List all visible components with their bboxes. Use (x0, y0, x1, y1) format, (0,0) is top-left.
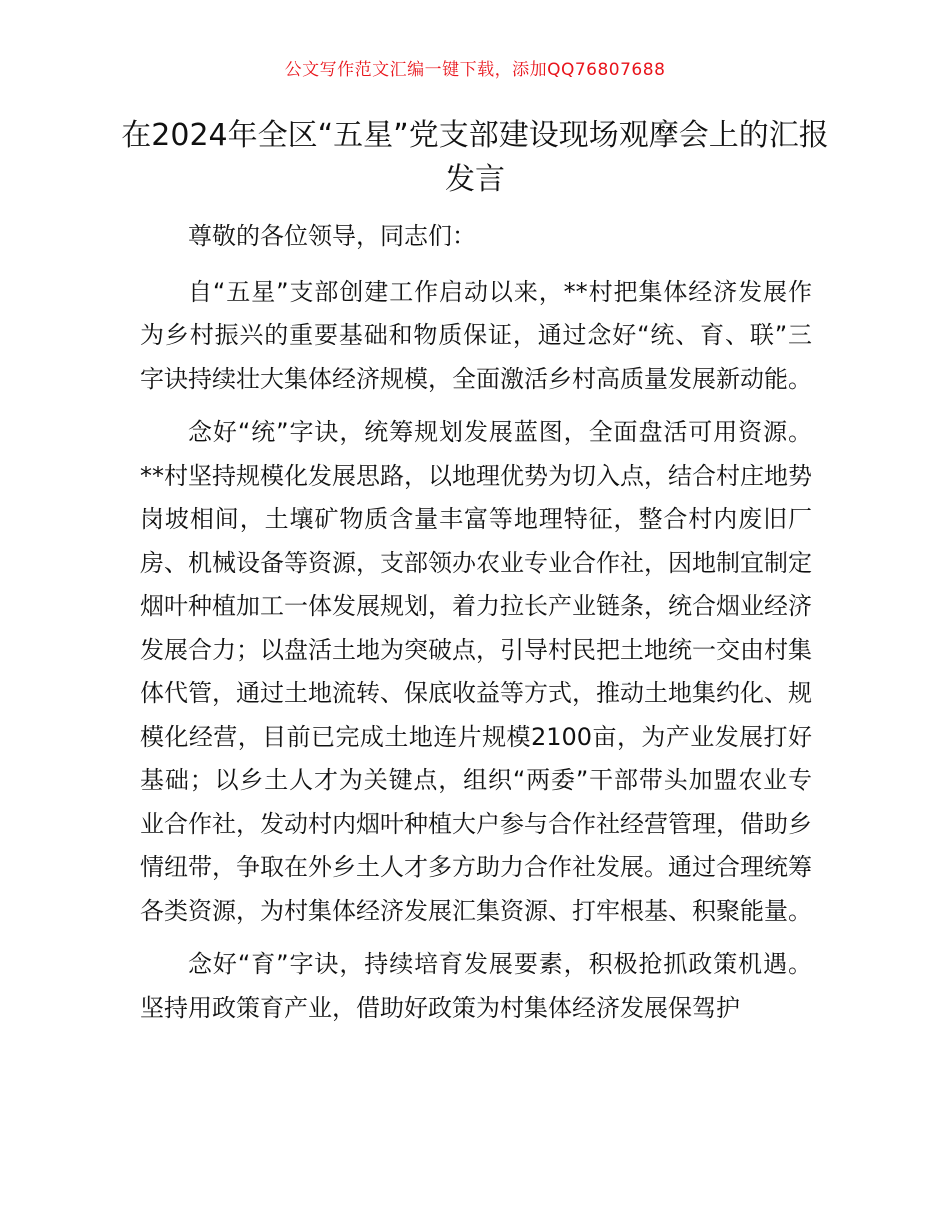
paragraph-yu: 念好“育”字诀，持续培育发展要素，积极抢抓政策机遇。坚持用政策育产业，借助好政策为村集体经济发展保驾护 (140, 950, 812, 1022)
greeting-line: 尊敬的各位领导，同志们： (188, 222, 476, 250)
paragraph-tong: 念好“统”字诀，统筹规划发展蓝图，全面盘活可用资源。**村坚持规模化发展思路，以地理优势为切入点，结合村庄地势岗坡相间，土壤矿物质含量丰富等地理特征，整合村内废旧厂房、机械设备等资源，支部领办农业专业合作社，因地制宜制定烟叶种植加工一体发展规划，着力拉长产业链条，统合烟业经济发展合力；以盘活土地为突破点，引导村民把土地统一交由村集体代管，通过土地流转、保底收益等方式，推动土地集约化、规模化经营，目前已完成土地连片规模2100亩，为产业发展打好基础；以乡土人才为关键点，组织“两委”干部带头加盟农业专业合作社，发动村内烟叶种植大户参与合作社经营管理，借助乡情纽带，争取在外乡土人才多方助力合作社发展。通过合理统筹各类资源，为村集体经济发展汇集资源、打牢根基、积聚能量。 (140, 418, 812, 925)
document-title: 在2024年全区“五星”党支部建设现场观摩会上的汇报发言 (121, 118, 829, 197)
download-banner: 公文写作范文汇编一键下载，添加QQ76807688 (284, 60, 666, 80)
document-body (140, 215, 812, 1040)
paragraph-intro: 自“五星”支部创建工作启动以来，**村把集体经济发展作为乡村振兴的重要基础和物质保证，通过念好“统、育、联”三字诀持续壮大集体经济规模，全面激活乡村高质量发展新动能。 (140, 277, 812, 393)
